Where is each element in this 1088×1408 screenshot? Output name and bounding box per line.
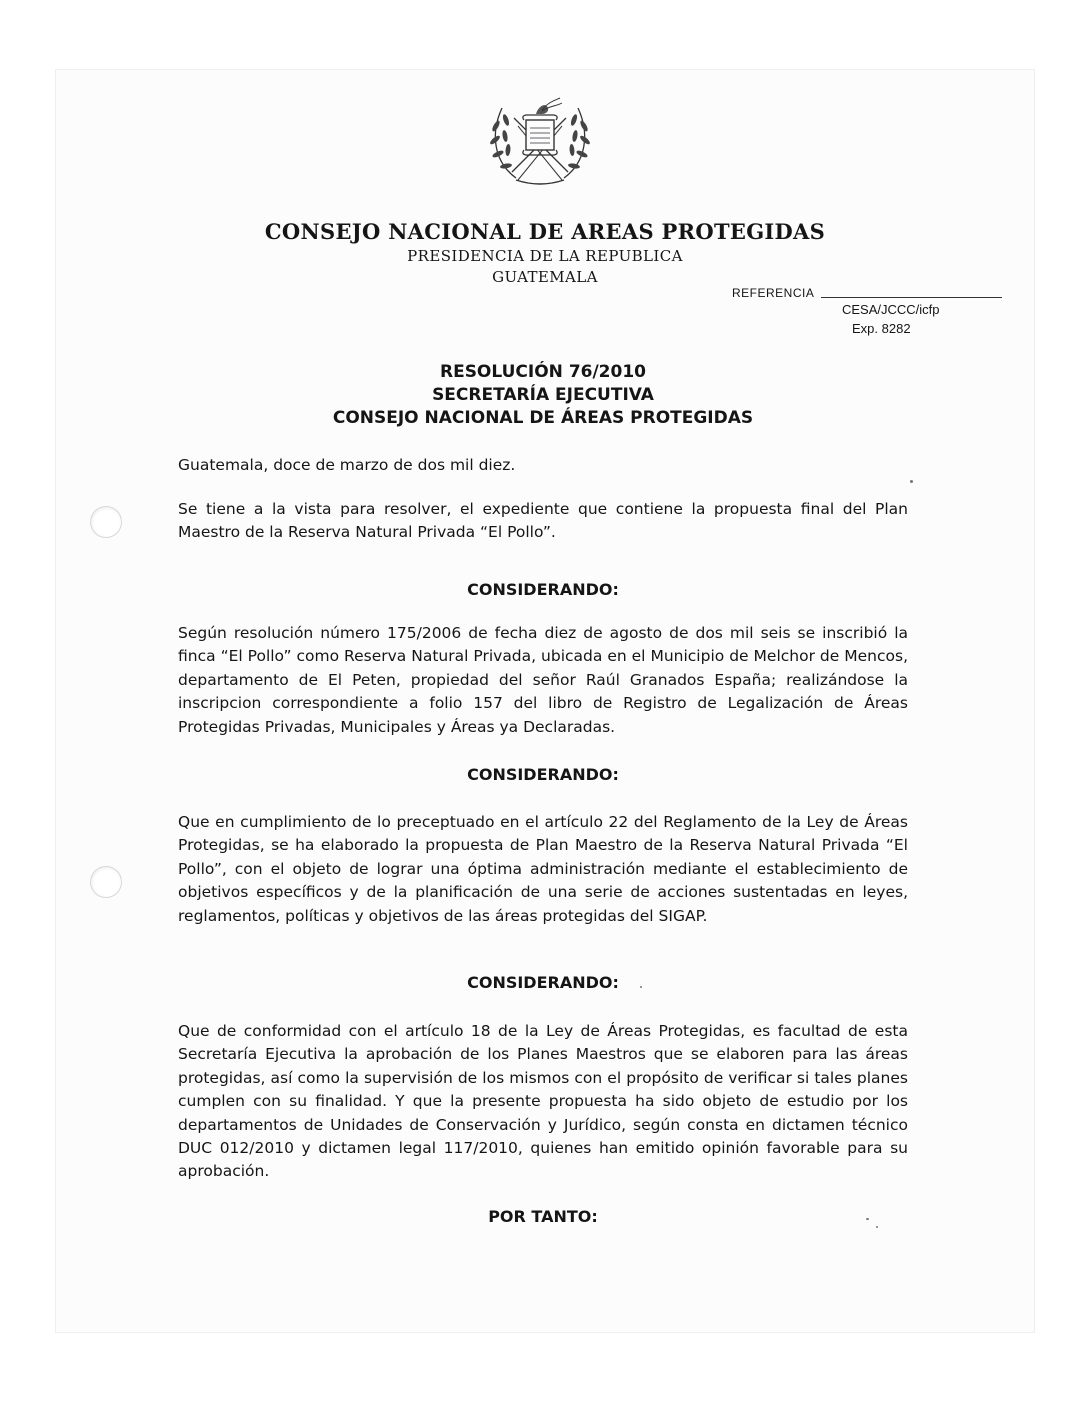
punch-hole	[90, 866, 122, 898]
organization-title: CONSEJO NACIONAL DE AREAS PROTEGIDAS	[264, 219, 826, 244]
resolution-council: CONSEJO NACIONAL DE ÁREAS PROTEGIDAS	[332, 408, 754, 428]
scan-speck	[866, 1218, 869, 1220]
scan-speck	[910, 480, 913, 483]
country-line: GUATEMALA	[492, 268, 598, 286]
scan-speck	[640, 986, 642, 988]
reference-label: REFERENCIA	[732, 286, 815, 300]
punch-hole	[90, 506, 122, 538]
presidency-line: PRESIDENCIA DE LA REPUBLICA	[407, 247, 683, 265]
considerando-heading: CONSIDERANDO:	[467, 580, 619, 599]
resolution-issuer: SECRETARÍA EJECUTIVA	[432, 385, 654, 405]
considerando-paragraph: Que de conformidad con el artículo 18 de la Ley de Áreas Protegidas, es facultad de esta Secretaría Ejecutiva la aprobación de los Planes Maestros que se elaboren para las áreas protegidas, así como la supervisión de los mismos con el propósito de verificar si tales planes cumplen con su finalidad. Y que la presente propuesta ha sido objeto de estudio por los departamentos de Unidades de Conservación y Jurídico, según consta en dictamen técnico DUC 012/2010 y dictamen legal 117/2010, quienes han emitido opinión favorable para su aprobación.	[178, 1022, 908, 1181]
guatemala-coat-of-arms-icon	[486, 96, 594, 188]
expediente-number: Exp. 8282	[852, 321, 911, 336]
considerando-paragraph: Según resolución número 175/2006 de fecha diez de agosto de dos mil seis se inscribió la finca “El Pollo” como Reserva Natural Privada, ubicada en el Municipio de Melchor de Mencos, departamento de El Peten, propiedad del señor Raúl Granados España; realizándose la inscripcion correspondiente a folio 157 del libro de Registro de Legalización de Áreas Protegidas Privadas, Municipales y Áreas ya Declaradas.	[178, 624, 908, 736]
scan-speck	[876, 1226, 878, 1228]
considerando-heading: CONSIDERANDO:	[467, 973, 619, 992]
por-tanto-heading: POR TANTO:	[488, 1207, 598, 1226]
reference-underline	[821, 297, 1002, 298]
considerando-paragraph: Que en cumplimiento de lo preceptuado en el artículo 22 del Reglamento de la Ley de Áreas Protegidas, se ha elaborado la propuesta de Plan Maestro de la Reserva Natural Privada “El Pollo”, con el objeto de lograr una óptima administración mediante el establecimiento de objetivos específicos y de la planificación de una serie de acciones sustentadas en leyes, reglamentos, políticas y objetivos de las áreas protegidas del SIGAP.	[178, 813, 908, 925]
date-line: Guatemala, doce de marzo de dos mil diez.	[178, 456, 516, 474]
intro-paragraph: Se tiene a la vista para resolver, el expediente que contiene la propuesta final del Plan Maestro de la Reserva Natural Privada “El Pollo”.	[178, 500, 908, 542]
considerando-heading: CONSIDERANDO:	[467, 765, 619, 784]
reference-code: CESA/JCCC/icfp	[842, 302, 940, 317]
resolution-number: RESOLUCIÓN 76/2010	[439, 362, 646, 382]
